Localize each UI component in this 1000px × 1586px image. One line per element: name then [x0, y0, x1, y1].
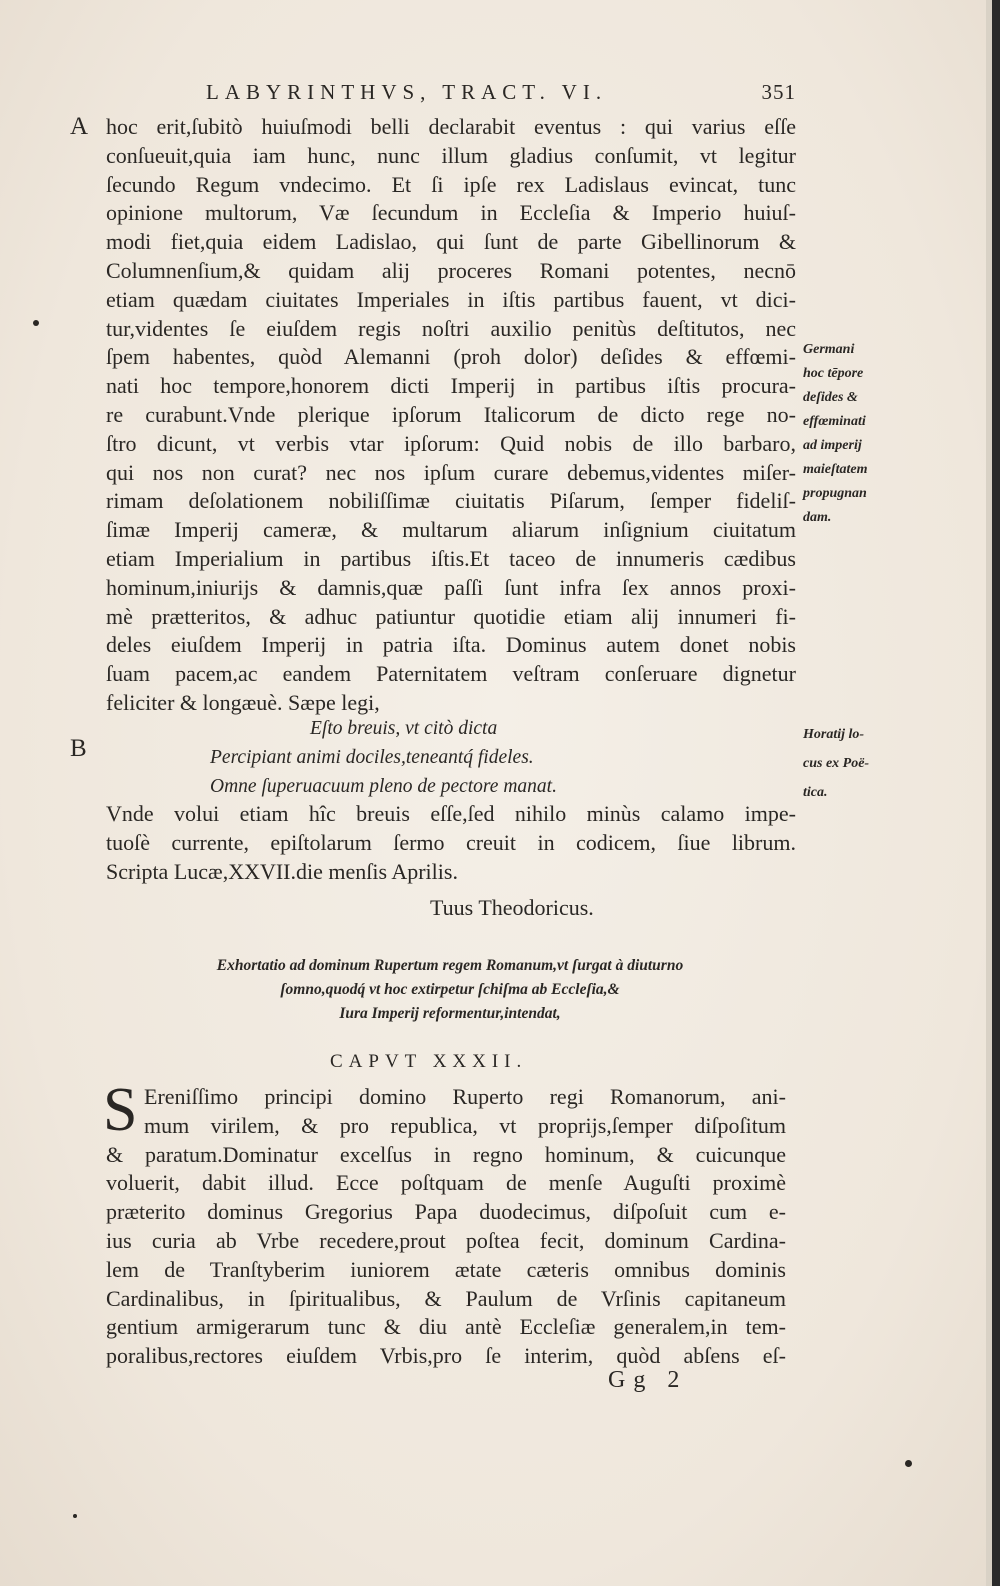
margin-note-line: effœminati [803, 414, 866, 429]
paragraph-2 [106, 800, 796, 886]
page-number: 351 [761, 80, 796, 104]
section-marker-b: B [70, 735, 87, 762]
text-line: poralibus,rectores eiuſdem Vrbis,pro ſe interim, quòd abſens eſ- [106, 1343, 786, 1369]
ink-spot [33, 320, 39, 326]
text-line: ſtro dicunt, vt verbis vtar ipſorum: Quid nobis de illo barbaro, [106, 430, 796, 456]
text-line: deles eiuſdem Imperij in patria iſta. Dominus autem donet nobis [106, 632, 796, 658]
chapter-heading: CAPVT XXXII. [330, 1051, 528, 1072]
signature: Tuus Theodoricus. [430, 895, 594, 920]
summary-line: Exhortatio ad dominum Rupertum regem Romanum,vt ſurgat à diuturno [216, 957, 684, 974]
margin-note-line: cus ex Poë- [803, 756, 870, 771]
text-line: tur,videntes ſe eiuſdem regis noſtri auxilio penitùs deſtitutos, nec [106, 315, 796, 341]
text-line: opinione multorum, Væ ſecundum in Eccleſia & Imperio huiuſ- [106, 200, 796, 226]
margin-note-germani [803, 338, 868, 530]
margin-note-line: dam. [803, 510, 832, 525]
text-line: præterito dominus Gregorius Papa duodecimus, diſpoſuit cum e- [106, 1199, 786, 1225]
text-line: hoc erit,ſubitò huiuſmodi belli declarabit eventus : qui varius eſſe [106, 114, 796, 139]
running-header [206, 80, 796, 108]
verse-line: Percipiant animi dociles,teneantq́ fideles. [210, 746, 534, 768]
verse-line: Eſto breuis, vt citò dicta [310, 718, 498, 739]
section-marker-a: A [70, 113, 89, 140]
text-line: ſuam pacem,ac eandem Paternitatem veſtram conſeruare dignetur [106, 661, 796, 687]
ink-spot [73, 1514, 77, 1518]
summary-line: ſomno,quodq́ vt hoc extirpetur ſchiſma ab Eccleſia,& [280, 981, 620, 998]
text-line: Scripta Lucæ,XXVII.die menſis Aprilis. [106, 858, 458, 884]
text-line: Ereniſſimo principi domino Ruperto regi Romanorum, ani- [144, 1084, 786, 1109]
text-line: feliciter & longæuè. Sæpe legi, [106, 689, 380, 715]
text-line: ſecundo Regum vndecimo. Et ſi ipſe rex Ladislaus evincat, tunc [106, 171, 796, 197]
text-line: conſueuit,quia iam hunc, nunc illum gladius conſumit, vt legitur [106, 142, 796, 168]
text-line: ſpem habentes, quòd Alemanni (proh dolor) deſides & effœmi- [106, 344, 796, 370]
ink-spot [905, 1460, 912, 1467]
margin-note-line: tica. [803, 785, 828, 800]
paragraph-3 [106, 1083, 786, 1371]
margin-note-line: ad imperij [803, 438, 862, 453]
text-line: nati hoc tempore,honorem dicti Imperij in partibus iſtis procura- [106, 373, 796, 399]
margin-note-line: Horatij lo- [803, 727, 865, 742]
text-line: rimam deſolationem nobiliſſimæ ciuitatis Piſarum, ſemper fideliſ- [106, 488, 796, 514]
chapter-summary [150, 954, 750, 1026]
text-line: lem de Tranſtyberim iuniorem ætate cæteris omnibus dominis [106, 1256, 786, 1282]
margin-note-line: deſides & [803, 390, 858, 405]
text-line: & paratum.Dominatur excelſus in regno hominum, & cuicunque [106, 1141, 786, 1167]
verse-line: Omne ſuperuacuum pleno de pectore manat. [210, 775, 557, 797]
text-line: tuoſè currente, epiſtolarum ſermo creuit in codicem, ſiue librum. [106, 829, 796, 855]
paragraph-1 [106, 113, 796, 718]
margin-note-line: hoc tēpore [803, 366, 864, 381]
horace-verse [210, 715, 610, 801]
text-line: hominum,iniurijs & damnis,quæ paſſi ſunt infra ſex annos proxi- [106, 574, 796, 600]
text-line: Vnde volui etiam hîc breuis eſſe,ſed nihilo minùs calamo impe- [106, 801, 796, 826]
text-line: voluerit, dabit illud. Ecce poſtquam de menſe Auguſti proximè [106, 1170, 786, 1196]
margin-note-line: propugnan [803, 486, 867, 501]
margin-note-horatii [803, 720, 869, 807]
margin-note-line: Germani [803, 342, 855, 357]
margin-note-line: maieſtatem [803, 462, 868, 477]
signature-mark: Gg 2 [608, 1367, 688, 1393]
text-line: mè prætteritos, & adhuc patiuntur quotidie etiam alij innumeri fi- [106, 603, 796, 629]
page-edge-shadow [992, 0, 1000, 1586]
text-line: ius curia ab Vrbe recedere,prout poſtea fecit, dominum Cardina- [106, 1227, 786, 1253]
page-edge [986, 0, 992, 1586]
text-line: re curabunt.Vnde plerique ipſorum Italicorum de dicto rege no- [106, 401, 796, 427]
text-line: gentium armigerarum tunc & diu antè Eccleſiæ generalem,in tem- [106, 1314, 786, 1340]
text-line: Columnenſium,& quidam alij proceres Romani potentes, necnō [106, 257, 796, 283]
summary-line: Iura Imperij reformentur,intendat, [339, 1005, 561, 1022]
text-line: etiam quædam ciuitates Imperiales in iſtis partibus fauent, vt dici- [106, 286, 796, 312]
text-line: ſimæ Imperij cameræ, & multarum aliarum inſignium ciuitatum [106, 517, 796, 543]
drop-cap: S [103, 1076, 138, 1144]
text-line: mum virilem, & pro republica, vt proprijs,ſemper diſpoſitum [144, 1112, 786, 1138]
running-title: LABYRINTHVS, TRACT. VI. [206, 80, 608, 104]
text-line: etiam Imperialium in partibus iſtis.Et taceo de innumeris cædibus [106, 545, 796, 571]
text-line: modi fiet,quia eidem Ladislao, qui ſunt de parte Gibellinorum & [106, 229, 796, 255]
text-line: Cardinalibus, in ſpiritualibus, & Paulum de Vrſinis capitaneum [106, 1285, 786, 1311]
text-line: qui nos non curat? nec nos ipſum curare debemus,videntes miſer- [106, 459, 796, 485]
